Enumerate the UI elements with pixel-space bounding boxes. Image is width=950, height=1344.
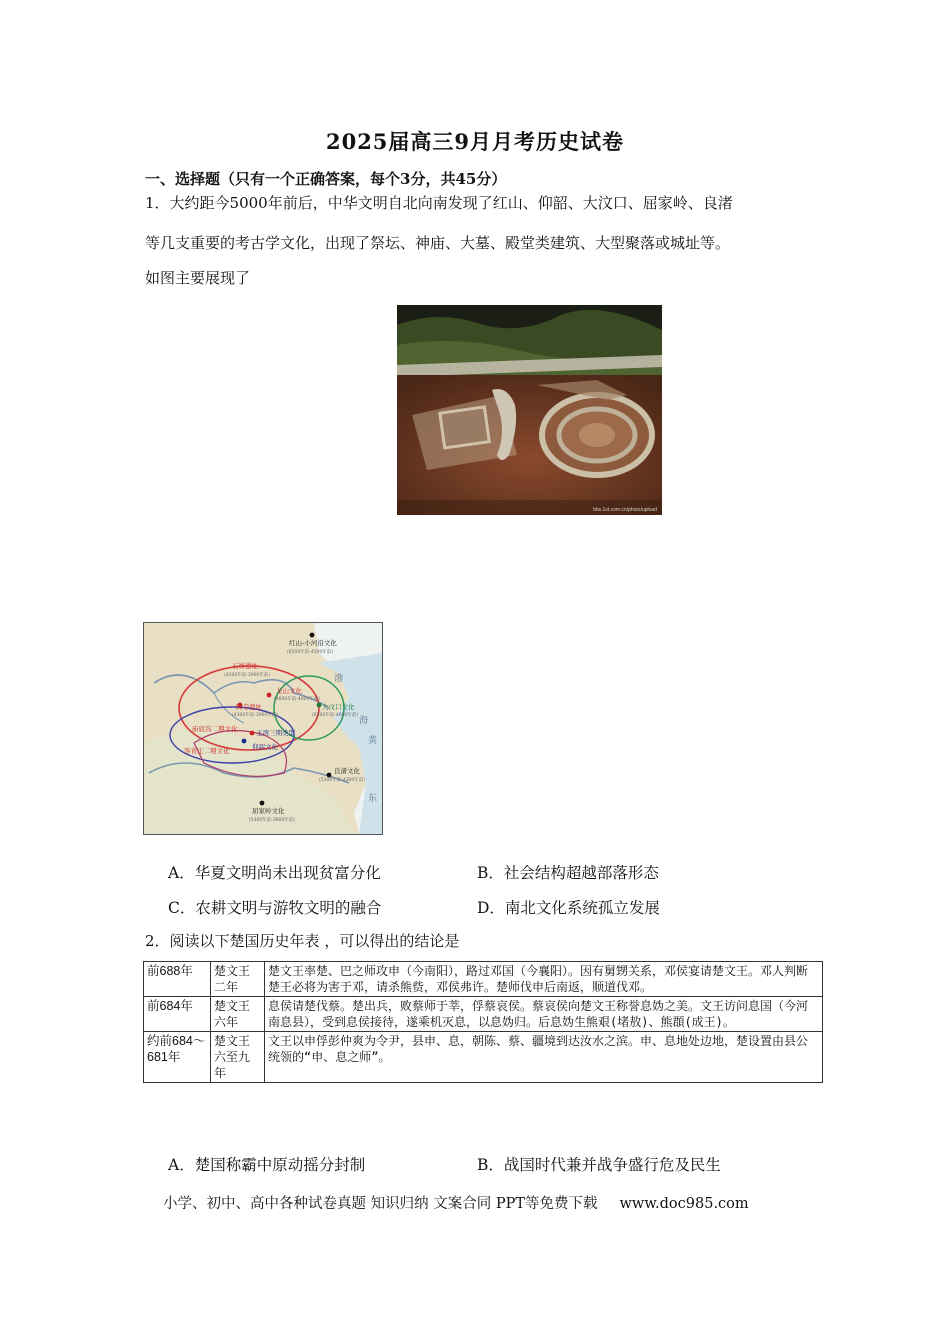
map-sea-hai: 海 (359, 716, 369, 726)
map-label-longshan: 龙山文化 (276, 687, 302, 695)
map-label-hongshan-date: (6500年前-4500年前) (287, 650, 334, 655)
table-row (144, 1032, 823, 1083)
q2-option-b[interactable]: B．战国时代兼并战争盛行危及民生 (477, 1156, 721, 1174)
table-row (144, 997, 823, 1032)
question-1-line-1: 1．大约距今5000年前后，中华文明自北向南发现了红山、仰韶、大汶口、屈家岭、良渚 (145, 194, 733, 212)
map-label-kexingzhuang: 客省庄二期文化 (184, 747, 230, 755)
table-cell-reign: 楚文王六年 (211, 997, 265, 1032)
footer-text: 小学、初中、高中各种试卷真题 知识归纳 文案合同 PPT等免费下载 (163, 1196, 598, 1212)
map-label-yangshao: 仰韶文化 (252, 743, 278, 751)
table-cell-event: 息侯请楚伐蔡。楚出兵，败蔡师于莘，俘蔡哀侯。蔡哀侯向楚文王称誉息妫之美。文王访问息国（今河南息县），受到息侯接待，遂乘机灭息，以息妫归。后息妫生熊艰(堵敖)、熊頵(成王)。 (265, 997, 823, 1032)
q2-option-a[interactable]: A．楚国称霸中原动摇分封制 (168, 1156, 366, 1174)
table-cell-event: 文王以申俘彭仲爽为令尹，县申、息，朝陈、蔡、疆境到达汝水之滨。申、息地处边地，楚设置由县公统领的“申、息之师”。 (265, 1032, 823, 1083)
chu-chronology-table (143, 961, 823, 1083)
map-sea-bo: 渤 (334, 674, 344, 684)
map-label-hongshan: 红山-小河沿文化 (289, 639, 337, 647)
map-label-wangchenggang: 王湾三期类型 (256, 729, 295, 737)
map-label-taosi-date: (4300年前-3900年前) (232, 713, 279, 718)
map-label-liangzhu-date: (5300年前-4300年前) (319, 778, 366, 783)
table-cell-reign: 楚文王二年 (211, 962, 265, 997)
section-heading: 一、选择题（只有一个正确答案，每个3分，共45分） (145, 170, 507, 188)
q1-option-b[interactable]: B．社会结构超越部落形态 (477, 864, 659, 882)
question-1-line-3: 如图主要展现了 (145, 269, 251, 287)
table-cell-year: 前684年 (144, 997, 211, 1032)
culture-distribution-map (143, 622, 383, 835)
map-label-taosi: 陶寺遗址 (236, 703, 262, 711)
question-2-stem: 2．阅读以下楚国历史年表 ，可以得出的结论是 (145, 932, 460, 950)
map-sea-huang: 黄 (368, 736, 378, 746)
page-footer (163, 1192, 749, 1213)
exam-title: 2025届高三9月月考历史试卷 (325, 129, 625, 154)
map-label-qujialing: 屈家岭文化 (252, 807, 285, 815)
table-row (144, 962, 823, 997)
table-cell-year: 前688年 (144, 962, 211, 997)
map-label-liangzhu: 良渚文化 (334, 767, 360, 775)
map-label-qujialing-date: (5300年前-3900年前) (249, 818, 296, 823)
question-1-line-2: 等几支重要的考古学文化，出现了祭坛、神庙、大墓、殿堂类建筑、大型聚落或城址等。 (145, 234, 731, 252)
q1-option-a[interactable]: A．华夏文明尚未出现贫富分化 (168, 864, 381, 882)
map-label-dawenkou: 大汶口文化 (322, 703, 355, 711)
q1-option-d[interactable]: D．南北文化系统孤立发展 (477, 899, 660, 917)
footer-url[interactable]: www.doc985.com (619, 1196, 749, 1212)
map-label-miaodigou: 庙底沟二期文化 (192, 725, 238, 733)
photo-credit: bbs.1st.com.cn/photo/upload (593, 507, 657, 513)
map-label-shimao: 石峁遗址 (232, 662, 258, 670)
map-label-shimao-date: (4200年前-3900年前) (224, 673, 271, 678)
map-sea-dong: 东 (368, 794, 378, 804)
map-label-longshan-date: (4600年前-4000年前) (274, 697, 321, 702)
table-cell-year: 约前684～681年 (144, 1032, 211, 1083)
q1-option-c[interactable]: C．农耕文明与游牧文明的融合 (168, 899, 382, 917)
altar-site-photo (397, 305, 662, 515)
table-cell-event: 楚文王率楚、巴之师攻申（今南阳），路过邓国（今襄阳）。因有舅甥关系，邓侯宴请楚文王。邓人判断楚王必将为害于邓，请杀熊赀，邓侯弗许。楚师伐申后南返，顺道伐邓。 (265, 962, 823, 997)
table-cell-reign: 楚文王六至九年 (211, 1032, 265, 1083)
map-label-dawenkou-date: (6300年前-4600年前) (312, 713, 359, 718)
